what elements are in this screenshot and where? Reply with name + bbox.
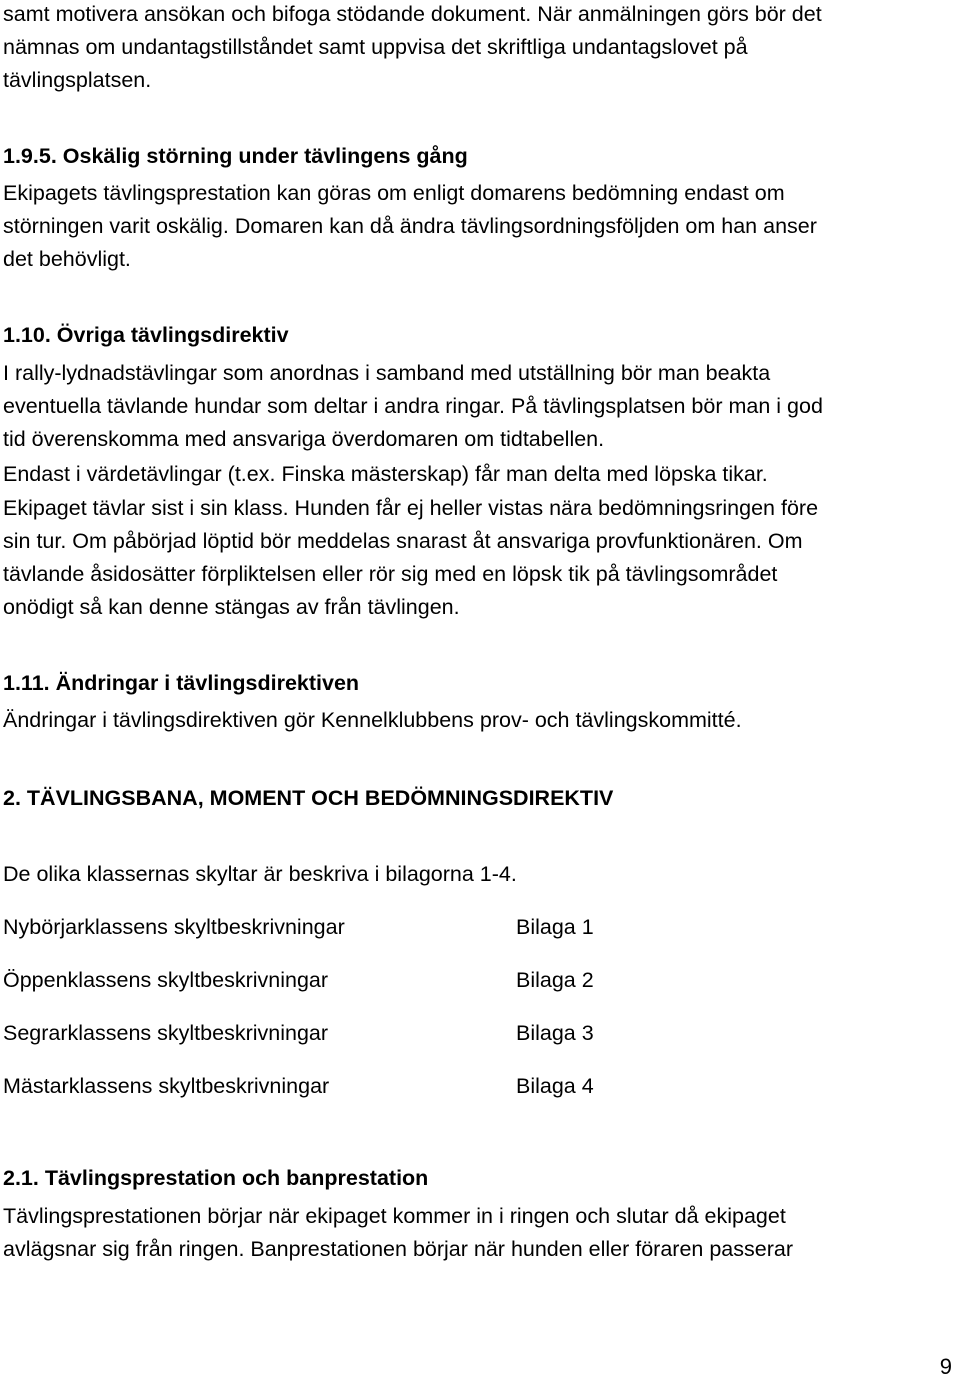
- appendix-label: Mästarklassens skyltbeskrivningar: [3, 1074, 330, 1098]
- appendix-label: Segrarklassens skyltbeskrivningar: [3, 1021, 329, 1045]
- paragraph-line: eventuella tävlande hundar som deltar i andra ringar. På tävlingsplatsen bör man i god: [3, 394, 823, 418]
- page-number: 9: [939, 1354, 952, 1379]
- paragraph-line: sin tur. Om påbörjad löptid bör meddelas snarast åt ansvariga provfunktionären. Om: [3, 529, 803, 553]
- heading-2: 2. TÄVLINGSBANA, MOMENT OCH BEDÖMNINGSDIREKTIV: [3, 786, 614, 810]
- heading-1-11: 1.11. Ändringar i tävlingsdirektiven: [3, 671, 360, 695]
- section-2-intro: De olika klassernas skyltar är beskriva i bilagorna 1-4.: [3, 862, 517, 886]
- intro-line-2: nämnas om undantagstillståndet samt uppvisa det skriftliga undantagslovet på: [3, 35, 748, 59]
- appendix-value: Bilaga 2: [516, 968, 594, 992]
- paragraph-line: tid överenskomma med ansvariga överdomaren om tidtabellen.: [3, 427, 605, 451]
- paragraph-line: tävlande åsidosätter förpliktelsen eller rör sig med en löpsk tik på tävlingsområdet: [3, 562, 778, 586]
- heading-2-1: 2.1. Tävlingsprestation och banprestation: [3, 1166, 429, 1190]
- heading-1-10: 1.10. Övriga tävlingsdirektiv: [3, 323, 289, 347]
- appendix-value: Bilaga 3: [516, 1021, 594, 1045]
- paragraph-line: avlägsnar sig från ringen. Banprestationen börjar när hunden eller föraren passerar: [3, 1237, 793, 1261]
- appendix-label: Nybörjarklassens skyltbeskrivningar: [3, 915, 345, 939]
- paragraph-line: Ekipagets tävlingsprestation kan göras om enligt domarens bedömning endast om: [3, 181, 785, 205]
- paragraph-line: I rally-lydnadstävlingar som anordnas i samband med utställning bör man beakta: [3, 361, 771, 385]
- heading-1-9-5: 1.9.5. Oskälig störning under tävlingens gång: [3, 144, 468, 168]
- intro-line-1: samt motivera ansökan och bifoga stödande dokument. När anmälningen görs bör det: [3, 2, 822, 26]
- appendix-value: Bilaga 1: [516, 915, 594, 939]
- paragraph-line: det behövligt.: [3, 247, 131, 271]
- paragraph-line: störningen varit oskälig. Domaren kan då ändra tävlingsordningsföljden om han anser: [3, 214, 817, 238]
- appendix-label: Öppenklassens skyltbeskrivningar: [3, 968, 329, 992]
- paragraph-line: Tävlingsprestationen börjar när ekipaget kommer in i ringen och slutar då ekipaget: [3, 1204, 786, 1228]
- paragraph-line: Ekipaget tävlar sist i sin klass. Hunden får ej heller vistas nära bedömningsringen före: [3, 496, 819, 520]
- appendix-value: Bilaga 4: [516, 1074, 594, 1098]
- paragraph-line: Ändringar i tävlingsdirektiven gör Kennelklubbens prov- och tävlingskommitté.: [3, 708, 742, 732]
- paragraph-line: onödigt så kan denne stängas av från tävlingen.: [3, 595, 460, 619]
- intro-line-3: tävlingsplatsen.: [3, 68, 152, 92]
- paragraph-line: Endast i värdetävlingar (t.ex. Finska mästerskap) får man delta med löpska tikar.: [3, 462, 768, 486]
